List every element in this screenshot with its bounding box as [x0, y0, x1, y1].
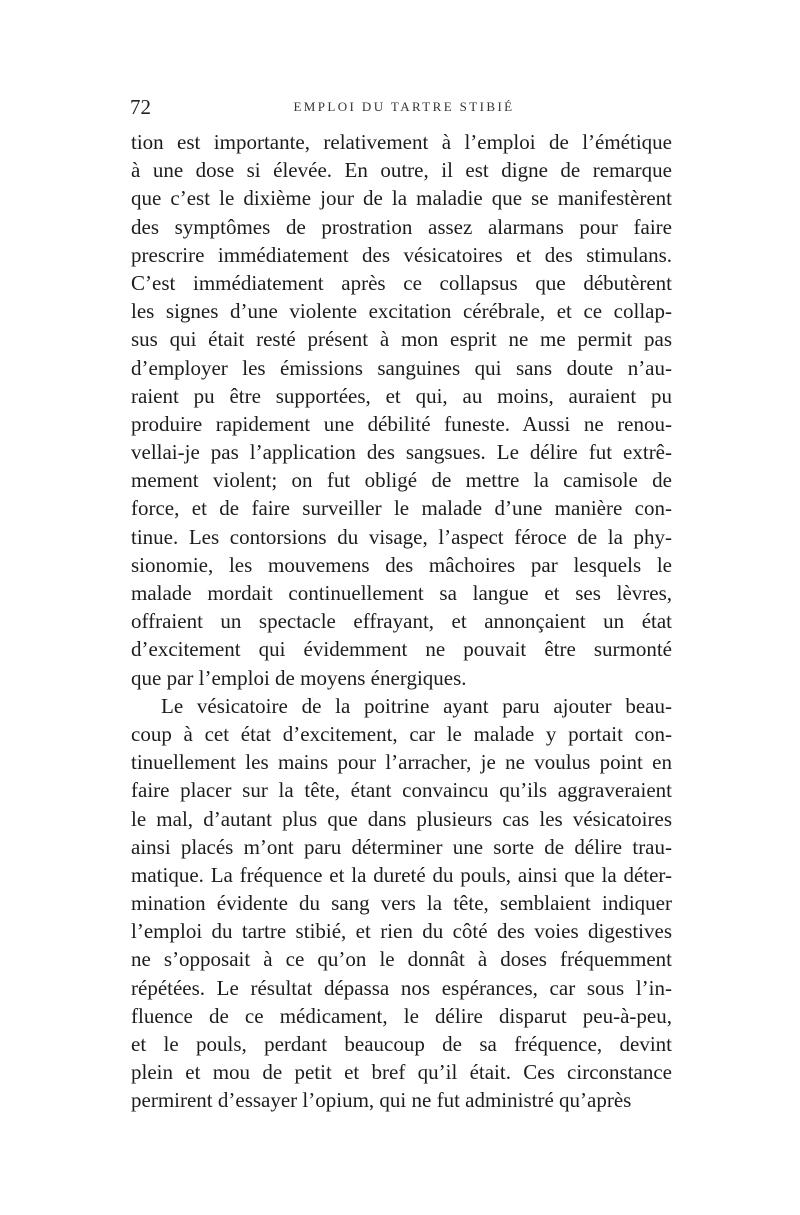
text-line: tinuellement les mains pour l’arracher, je ne voulus point en: [131, 750, 672, 775]
text-line: répétées. Le résultat dépassa nos espérances, car sous l’in-: [131, 975, 672, 1000]
text-line: produire rapidement une débilité funeste. Aussi ne renou-: [131, 411, 672, 436]
page-header: [128, 94, 672, 120]
text-line: mement violent; on fut obligé de mettre la camisole de: [131, 468, 672, 493]
paragraph: [131, 128, 672, 692]
text-line: et le pouls, perdant beaucoup de sa fréquence, devint: [131, 1032, 672, 1056]
text-line: d’excitement qui évidemment ne pouvait être surmonté: [131, 637, 672, 662]
text-line: raient pu être supportées, et qui, au moins, auraient pu: [131, 383, 672, 408]
text-line: offraient un spectacle effrayant, et annonçaient un état: [131, 609, 672, 634]
text-line: vellai-je pas l’application des sangsues. Le délire fut extrê-: [131, 440, 672, 465]
text-line: des symptômes de prostration assez alarmans pour faire: [131, 214, 672, 239]
text-line: tion est importante, relativement à l’emploi de l’émétique: [131, 130, 672, 154]
text-line: prescrire immédiatement des vésicatoires et des stimulans.: [131, 242, 672, 267]
text-line: tinue. Les contorsions du visage, l’aspect féroce de la phy-: [131, 524, 672, 549]
text-line: l’emploi du tartre stibié, et rien du côté des voies digestives: [131, 919, 672, 944]
text-line: mination évidente du sang vers la tête, semblaient indiquer: [131, 891, 672, 916]
text-line: coup à cet état d’excitement, car le malade y portait con-: [131, 721, 672, 746]
running-head: EMPLOI DU TARTRE STIBIÉ: [293, 99, 515, 114]
text-line: fluence de ce médicament, le délire disparut peu-à-peu,: [131, 1003, 672, 1028]
text-line: ainsi placés m’ont paru déterminer une sorte de délire trau-: [131, 834, 672, 859]
text-line: sionomie, les mouvemens des mâchoires par lesquels le: [131, 552, 672, 577]
page-number: 72: [130, 95, 151, 119]
text-line: matique. La fréquence et la dureté du pouls, ainsi que la déter-: [131, 862, 672, 887]
text-line: permirent d’essayer l’opium, qui ne fut administré qu’après: [131, 1088, 632, 1113]
text-line: que par l’emploi de moyens énergiques.: [131, 665, 467, 690]
text-line: le mal, d’autant plus que dans plusieurs cas les vésicatoires: [131, 806, 672, 831]
paragraph: [131, 692, 672, 1115]
text-line: force, et de faire surveiller le malade d’une manière con-: [131, 496, 672, 521]
text-line: C’est immédiatement après ce collapsus que débutèrent: [131, 270, 672, 295]
text-line: plein et mou de petit et bref qu’il était. Ces circonstance: [131, 1060, 672, 1085]
body-text: [131, 128, 672, 1115]
text-line: à une dose si élevée. En outre, il est digne de remarque: [131, 158, 672, 183]
text-line: d’employer les émissions sanguines qui sans doute n’au-: [131, 355, 672, 380]
text-line: ne s’opposait à ce qu’on le donnât à doses fréquemment: [131, 947, 672, 972]
text-line: les signes d’une violente excitation cérébrale, et ce collap-: [131, 299, 672, 324]
text-line: que c’est le dixième jour de la maladie que se manifestèrent: [131, 186, 672, 211]
text-line: malade mordait continuellement sa langue et ses lèvres,: [131, 581, 672, 605]
text-line: faire placer sur la tête, étant convaincu qu’ils aggraveraient: [131, 778, 672, 803]
text-line: sus qui était resté présent à mon esprit ne me permit pas: [131, 327, 672, 352]
text-line: Le vésicatoire de la poitrine ayant paru ajouter beau-: [161, 693, 672, 718]
